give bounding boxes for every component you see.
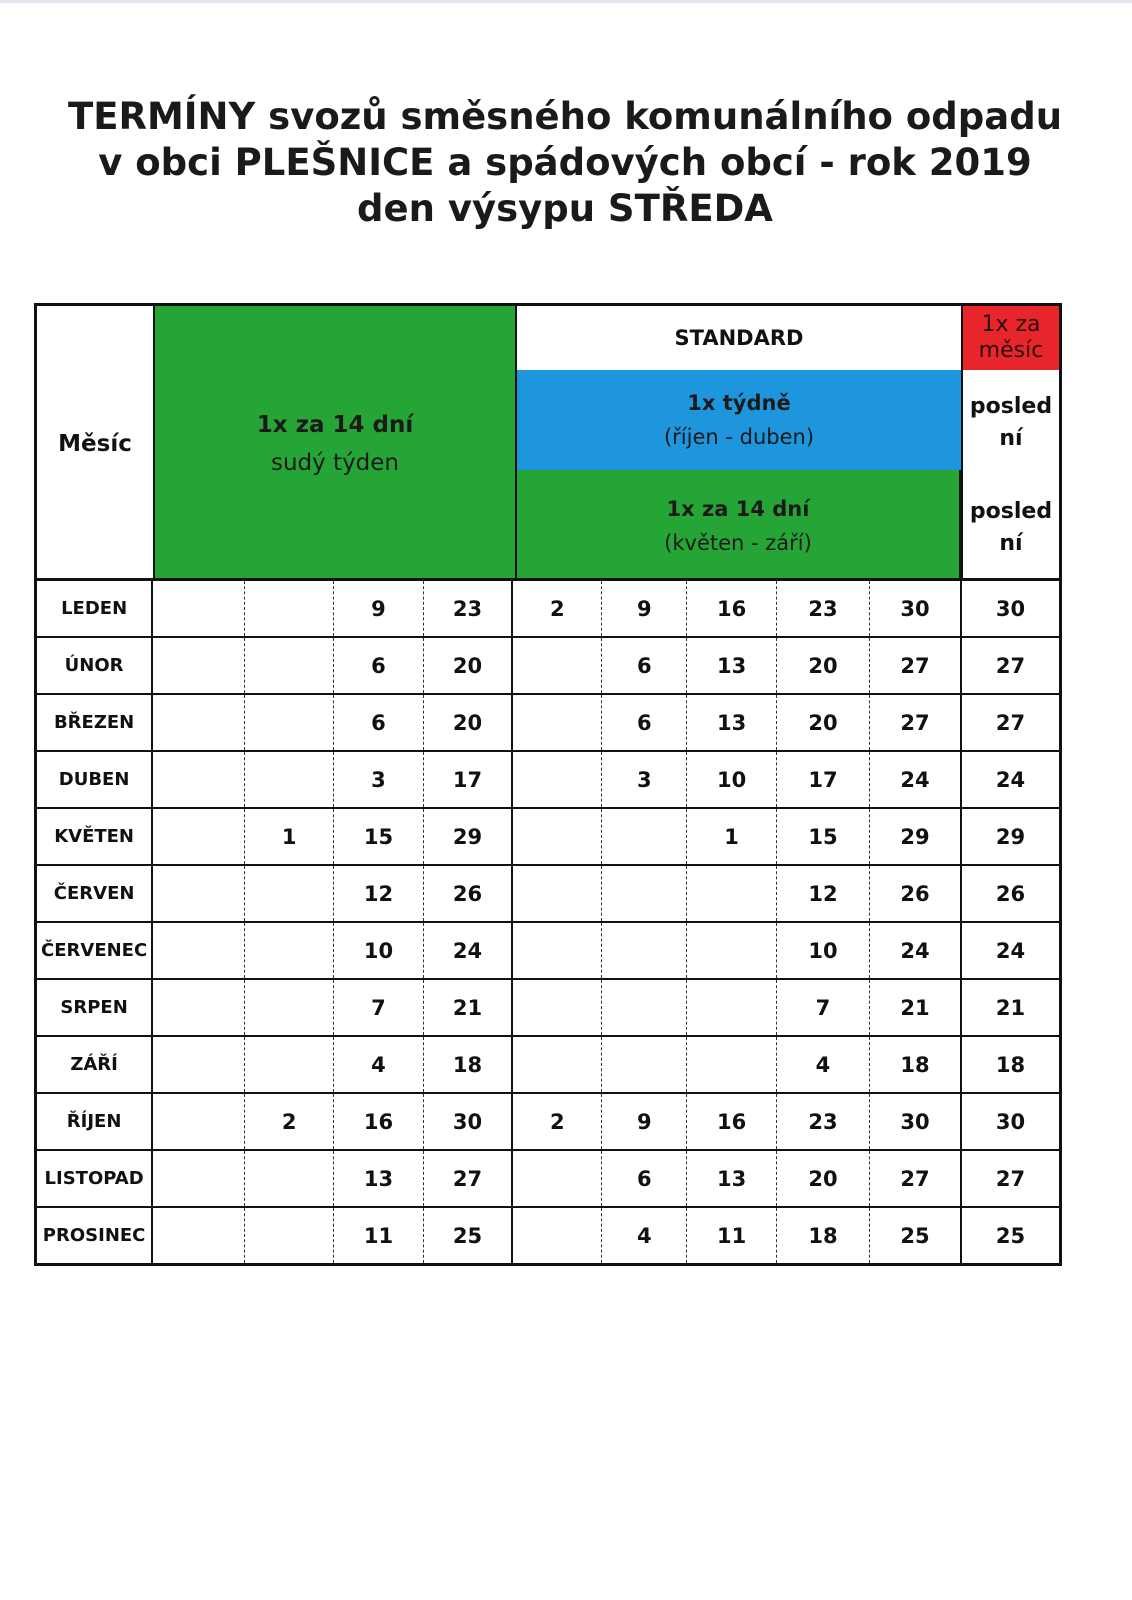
biweekly-even-date-cell (245, 865, 334, 922)
biweekly-even-date-cell (152, 694, 244, 751)
standard-date-cell: 30 (870, 580, 961, 638)
biweekly-even-week-header (155, 306, 517, 581)
standard-date-cell: 1 (687, 808, 776, 865)
standard-date-cell (512, 865, 601, 922)
standard-date-cell: 9 (602, 1093, 687, 1150)
biweekly-even-date-cell: 6 (334, 637, 423, 694)
standard-date-cell: 20 (776, 637, 869, 694)
biweekly-even-date-cell: 24 (423, 922, 512, 979)
weekly-header (517, 370, 961, 470)
table-row (36, 865, 1061, 922)
title-line-3: den výsypu STŘEDA (357, 187, 773, 230)
month-cell: ÚNOR (36, 637, 153, 694)
biweekly-even-date-cell: 30 (423, 1093, 512, 1150)
last-week-date-cell: 26 (961, 865, 1061, 922)
biweekly-even-date-cell (245, 751, 334, 808)
biweekly-even-date-cell (245, 979, 334, 1036)
biweekly-even-date-cell (245, 637, 334, 694)
table-row (36, 808, 1061, 865)
month-column-header: Měsíc (37, 306, 155, 581)
table-row (36, 1150, 1061, 1207)
biweekly-even-date-cell: 13 (334, 1150, 423, 1207)
standard-date-cell: 27 (870, 694, 961, 751)
standard-date-cell: 27 (870, 637, 961, 694)
month-cell: LISTOPAD (36, 1150, 153, 1207)
biweekly-even-date-cell (152, 808, 244, 865)
biweekly-even-date-cell: 11 (334, 1207, 423, 1265)
standard-date-cell (687, 865, 776, 922)
month-cell: ČERVENEC (36, 922, 153, 979)
monthly-line2: měsíc (978, 338, 1044, 363)
monthly-line1: 1x za (981, 312, 1041, 337)
biweekly-even-date-cell: 2 (245, 1093, 334, 1150)
standard-date-cell: 13 (687, 637, 776, 694)
standard-date-cell (602, 865, 687, 922)
standard-date-cell (512, 922, 601, 979)
table-header (34, 303, 1062, 581)
biweekly-even-date-cell: 17 (423, 751, 512, 808)
standard-date-cell: 13 (687, 1150, 776, 1207)
biweekly-even-date-cell: 16 (334, 1093, 423, 1150)
biweekly-even-line2: sudý týden (270, 449, 400, 476)
standard-date-cell: 7 (776, 979, 869, 1036)
standard-date-cell: 20 (776, 1150, 869, 1207)
biweekly-even-date-cell (152, 979, 244, 1036)
weekly-line1: 1x týdně (687, 391, 791, 415)
standard-date-cell: 4 (602, 1207, 687, 1265)
standard-date-cell: 2 (512, 580, 601, 638)
standard-date-cell: 9 (602, 580, 687, 638)
standard-date-cell: 16 (687, 1093, 776, 1150)
table-row (36, 637, 1061, 694)
biweekly-even-date-cell (245, 1207, 334, 1265)
table-row (36, 1036, 1061, 1093)
standard-date-cell: 25 (870, 1207, 961, 1265)
standard-date-cell (687, 922, 776, 979)
last-week-date-cell: 27 (961, 637, 1061, 694)
title-line-2: v obci PLEŠNICE a spádových obcí - rok 2019 (98, 141, 1032, 184)
standard-date-cell: 10 (687, 751, 776, 808)
biweekly-even-date-cell (152, 1036, 244, 1093)
biweekly-even-date-cell: 4 (334, 1036, 423, 1093)
biweekly-even-date-cell (245, 580, 334, 638)
table-row (36, 751, 1061, 808)
standard-date-cell: 18 (870, 1036, 961, 1093)
standard-date-cell (512, 1036, 601, 1093)
biweekly-summer-line2: (květen - září) (664, 530, 812, 555)
weekly-line2: (říjen - duben) (663, 425, 815, 449)
standard-date-cell: 24 (870, 922, 961, 979)
standard-date-cell: 4 (776, 1036, 869, 1093)
standard-date-cell: 2 (512, 1093, 601, 1150)
biweekly-even-date-cell (245, 694, 334, 751)
standard-date-cell: 27 (870, 1150, 961, 1207)
biweekly-even-date-cell: 29 (423, 808, 512, 865)
biweekly-even-date-cell: 10 (334, 922, 423, 979)
standard-date-cell: 21 (870, 979, 961, 1036)
standard-date-cell (512, 1207, 601, 1265)
table-row (36, 580, 1061, 638)
last-week-date-cell: 25 (961, 1207, 1061, 1265)
standard-date-cell: 17 (776, 751, 869, 808)
month-cell: BŘEZEN (36, 694, 153, 751)
standard-date-cell: 20 (776, 694, 869, 751)
table-row (36, 694, 1061, 751)
month-cell: LEDEN (36, 580, 153, 638)
standard-header: STANDARD (517, 306, 961, 370)
standard-date-cell: 6 (602, 637, 687, 694)
table-row (36, 979, 1061, 1036)
month-cell: ŘÍJEN (36, 1093, 153, 1150)
table-row (36, 922, 1061, 979)
page-edge (0, 0, 1132, 3)
biweekly-even-date-cell: 27 (423, 1150, 512, 1207)
biweekly-even-date-cell: 3 (334, 751, 423, 808)
month-cell: KVĚTEN (36, 808, 153, 865)
last-label-2: posled ní (969, 499, 1053, 557)
biweekly-summer-line1: 1x za 14 dní (666, 496, 810, 521)
standard-date-cell (512, 979, 601, 1036)
biweekly-even-date-cell (152, 580, 244, 638)
biweekly-even-date-cell (152, 865, 244, 922)
biweekly-even-date-cell (152, 1150, 244, 1207)
biweekly-even-date-cell (152, 751, 244, 808)
biweekly-even-date-cell (245, 1150, 334, 1207)
month-cell: PROSINEC (36, 1207, 153, 1265)
last-week-date-cell: 29 (961, 808, 1061, 865)
standard-date-cell: 18 (776, 1207, 869, 1265)
last-label-1: posled ní (969, 393, 1053, 451)
biweekly-even-date-cell (152, 1207, 244, 1265)
month-cell: ČERVEN (36, 865, 153, 922)
standard-date-cell: 24 (870, 751, 961, 808)
biweekly-even-date-cell (152, 1093, 244, 1150)
standard-date-cell: 23 (776, 1093, 869, 1150)
biweekly-even-line1: 1x za 14 dní (256, 411, 414, 438)
biweekly-even-date-cell: 25 (423, 1207, 512, 1265)
biweekly-summer-header (517, 470, 961, 581)
standard-date-cell: 6 (602, 1150, 687, 1207)
standard-date-cell: 10 (776, 922, 869, 979)
standard-date-cell: 12 (776, 865, 869, 922)
standard-date-cell: 16 (687, 580, 776, 638)
monthly-header (961, 306, 1059, 370)
last-week-header (961, 370, 1059, 581)
biweekly-even-date-cell: 20 (423, 637, 512, 694)
biweekly-even-date-cell: 7 (334, 979, 423, 1036)
standard-date-cell (602, 979, 687, 1036)
biweekly-even-date-cell: 15 (334, 808, 423, 865)
last-week-date-cell: 30 (961, 1093, 1061, 1150)
standard-date-cell (512, 808, 601, 865)
biweekly-even-date-cell (245, 1036, 334, 1093)
biweekly-even-date-cell: 23 (423, 580, 512, 638)
standard-date-cell: 30 (870, 1093, 961, 1150)
last-week-date-cell: 27 (961, 1150, 1061, 1207)
standard-date-cell (687, 1036, 776, 1093)
biweekly-even-date-cell: 1 (245, 808, 334, 865)
standard-date-cell: 15 (776, 808, 869, 865)
last-week-date-cell: 24 (961, 922, 1061, 979)
biweekly-even-date-cell (245, 922, 334, 979)
standard-date-cell: 6 (602, 694, 687, 751)
biweekly-even-date-cell (152, 922, 244, 979)
standard-date-cell (512, 1150, 601, 1207)
standard-date-cell (687, 979, 776, 1036)
standard-date-cell (602, 1036, 687, 1093)
title-line-1: TERMÍNY svozů směsného komunálního odpadu (67, 95, 1063, 138)
standard-date-cell: 29 (870, 808, 961, 865)
table-row (36, 1207, 1061, 1265)
standard-date-cell: 11 (687, 1207, 776, 1265)
standard-date-cell (602, 808, 687, 865)
standard-date-cell: 23 (776, 580, 869, 638)
biweekly-even-date-cell: 20 (423, 694, 512, 751)
page-title (40, 94, 1090, 232)
standard-date-cell: 26 (870, 865, 961, 922)
month-cell: DUBEN (36, 751, 153, 808)
schedule-table (34, 578, 1062, 1266)
biweekly-even-date-cell: 18 (423, 1036, 512, 1093)
last-week-date-cell: 18 (961, 1036, 1061, 1093)
month-cell: SRPEN (36, 979, 153, 1036)
biweekly-even-date-cell: 26 (423, 865, 512, 922)
standard-date-cell: 13 (687, 694, 776, 751)
last-week-date-cell: 30 (961, 580, 1061, 638)
standard-date-cell: 3 (602, 751, 687, 808)
last-week-date-cell: 21 (961, 979, 1061, 1036)
standard-date-cell (512, 637, 601, 694)
month-cell: ZÁŘÍ (36, 1036, 153, 1093)
table-row (36, 1093, 1061, 1150)
biweekly-even-date-cell: 6 (334, 694, 423, 751)
standard-date-cell (512, 751, 601, 808)
last-week-date-cell: 24 (961, 751, 1061, 808)
biweekly-even-date-cell: 9 (334, 580, 423, 638)
standard-date-cell (602, 922, 687, 979)
biweekly-even-date-cell: 21 (423, 979, 512, 1036)
biweekly-even-date-cell: 12 (334, 865, 423, 922)
last-week-date-cell: 27 (961, 694, 1061, 751)
standard-date-cell (512, 694, 601, 751)
biweekly-even-date-cell (152, 637, 244, 694)
